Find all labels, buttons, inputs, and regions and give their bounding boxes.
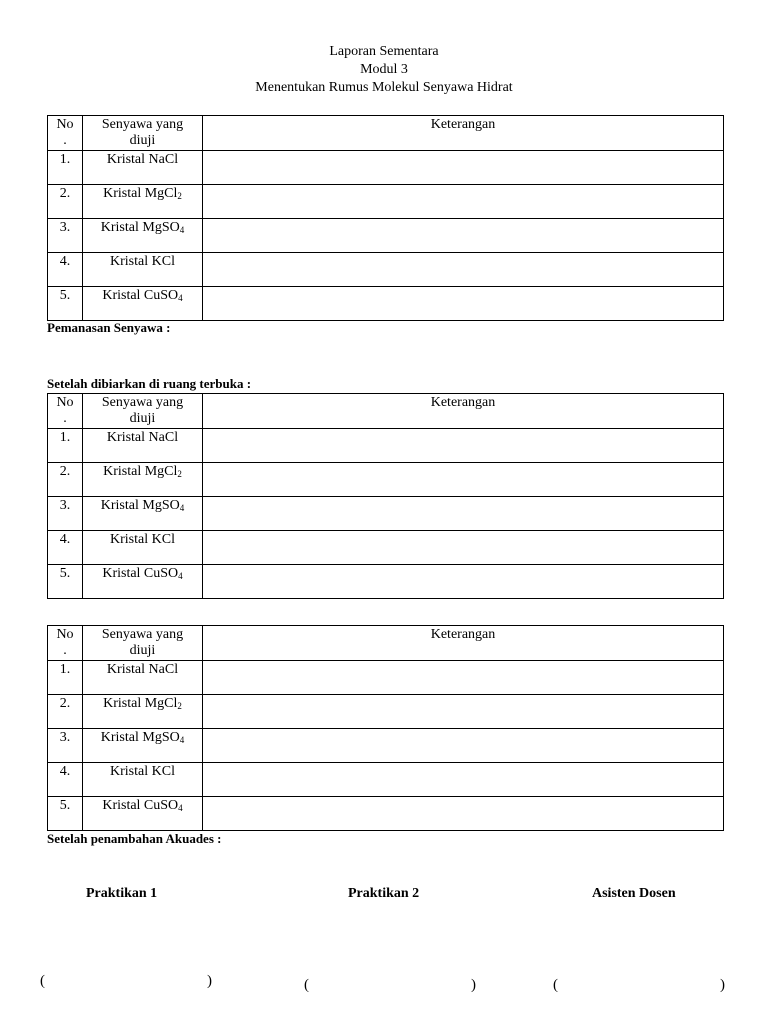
row-number: 5. [48,565,83,599]
signature-praktikan-1: Praktikan 1 [86,886,158,901]
row-number: 2. [48,463,83,497]
table-row [48,661,724,695]
signature-close-paren-2: ) [471,977,476,993]
row-number: 5. [48,797,83,831]
table-row [48,429,724,463]
compound-name: Kristal CuSO$_4$ [83,797,203,831]
row-number: 1. [48,429,83,463]
description-cell[interactable] [203,463,724,497]
description-header: Keterangan [203,394,724,429]
compound-name: Kristal NaCl [83,429,203,463]
results-table-1 [47,115,724,321]
compound-name: Kristal NaCl [83,151,203,185]
table-row [48,219,724,253]
signature-open-paren-3: ( [553,977,558,993]
signature-close-paren-1: ) [207,973,212,989]
experiment-title: Menentukan Rumus Molekul Senyawa Hidrat [255,80,513,95]
description-cell[interactable] [203,695,724,729]
heating-label: Pemanasan Senyawa : [47,320,171,335]
description-cell[interactable] [203,185,724,219]
description-cell[interactable] [203,531,724,565]
row-number: 1. [48,151,83,185]
module-label: Modul 3 [360,62,408,77]
compound-name: Kristal MgSO$_4$ [83,219,203,253]
signature-asisten-dosen: Asisten Dosen [592,886,676,901]
description-header: Keterangan [203,626,724,661]
table-row [48,151,724,185]
table-header-row [48,116,724,151]
description-cell[interactable] [203,287,724,321]
compound-name: Kristal KCl [83,253,203,287]
description-cell[interactable] [203,661,724,695]
row-number: 2. [48,185,83,219]
results-table-3 [47,625,724,831]
table-row [48,763,724,797]
signature-open-paren-1: ( [40,973,45,989]
no-header: No . [48,116,83,151]
table-header-row [48,394,724,429]
report-header [0,43,768,97]
description-cell[interactable] [203,797,724,831]
compound-name: Kristal MgSO$_4$ [83,497,203,531]
row-number: 3. [48,219,83,253]
compound-name: Kristal MgCl$_2$ [83,185,203,219]
table-row [48,463,724,497]
row-number: 1. [48,661,83,695]
no-header: No . [48,626,83,661]
signature-praktikan-2: Praktikan 2 [348,886,420,901]
compound-header: Senyawa yang diuji [83,626,203,661]
compound-name: Kristal MgCl$_2$ [83,463,203,497]
description-cell[interactable] [203,729,724,763]
table-row [48,531,724,565]
description-cell[interactable] [203,151,724,185]
compound-header: Senyawa yang diuji [83,394,203,429]
compound-name: Kristal MgCl$_2$ [83,695,203,729]
description-cell[interactable] [203,565,724,599]
row-number: 3. [48,497,83,531]
description-header: Keterangan [203,116,724,151]
table-header-row [48,626,724,661]
row-number: 2. [48,695,83,729]
row-number: 4. [48,531,83,565]
description-cell[interactable] [203,253,724,287]
compound-name: Kristal KCl [83,763,203,797]
table-row [48,695,724,729]
table-row [48,497,724,531]
table-row [48,287,724,321]
compound-name: Kristal MgSO$_4$ [83,729,203,763]
description-cell[interactable] [203,429,724,463]
compound-name: Kristal CuSO$_4$ [83,565,203,599]
table-row [48,253,724,287]
row-number: 5. [48,287,83,321]
description-cell[interactable] [203,497,724,531]
aquades-label: Setelah penambahan Akuades : [47,831,222,846]
table-row [48,797,724,831]
signature-open-paren-2: ( [304,977,309,993]
row-number: 4. [48,253,83,287]
compound-header: Senyawa yang diuji [83,116,203,151]
results-table-2 [47,393,724,599]
compound-name: Kristal NaCl [83,661,203,695]
compound-name: Kristal KCl [83,531,203,565]
open-air-label: Setelah dibiarkan di ruang terbuka : [47,376,252,391]
description-cell[interactable] [203,763,724,797]
row-number: 4. [48,763,83,797]
compound-name: Kristal CuSO$_4$ [83,287,203,321]
signature-close-paren-3: ) [720,977,725,993]
table-row [48,185,724,219]
no-header: No . [48,394,83,429]
table-row [48,729,724,763]
table-row [48,565,724,599]
report-title: Laporan Sementara [329,44,439,59]
description-cell[interactable] [203,219,724,253]
row-number: 3. [48,729,83,763]
